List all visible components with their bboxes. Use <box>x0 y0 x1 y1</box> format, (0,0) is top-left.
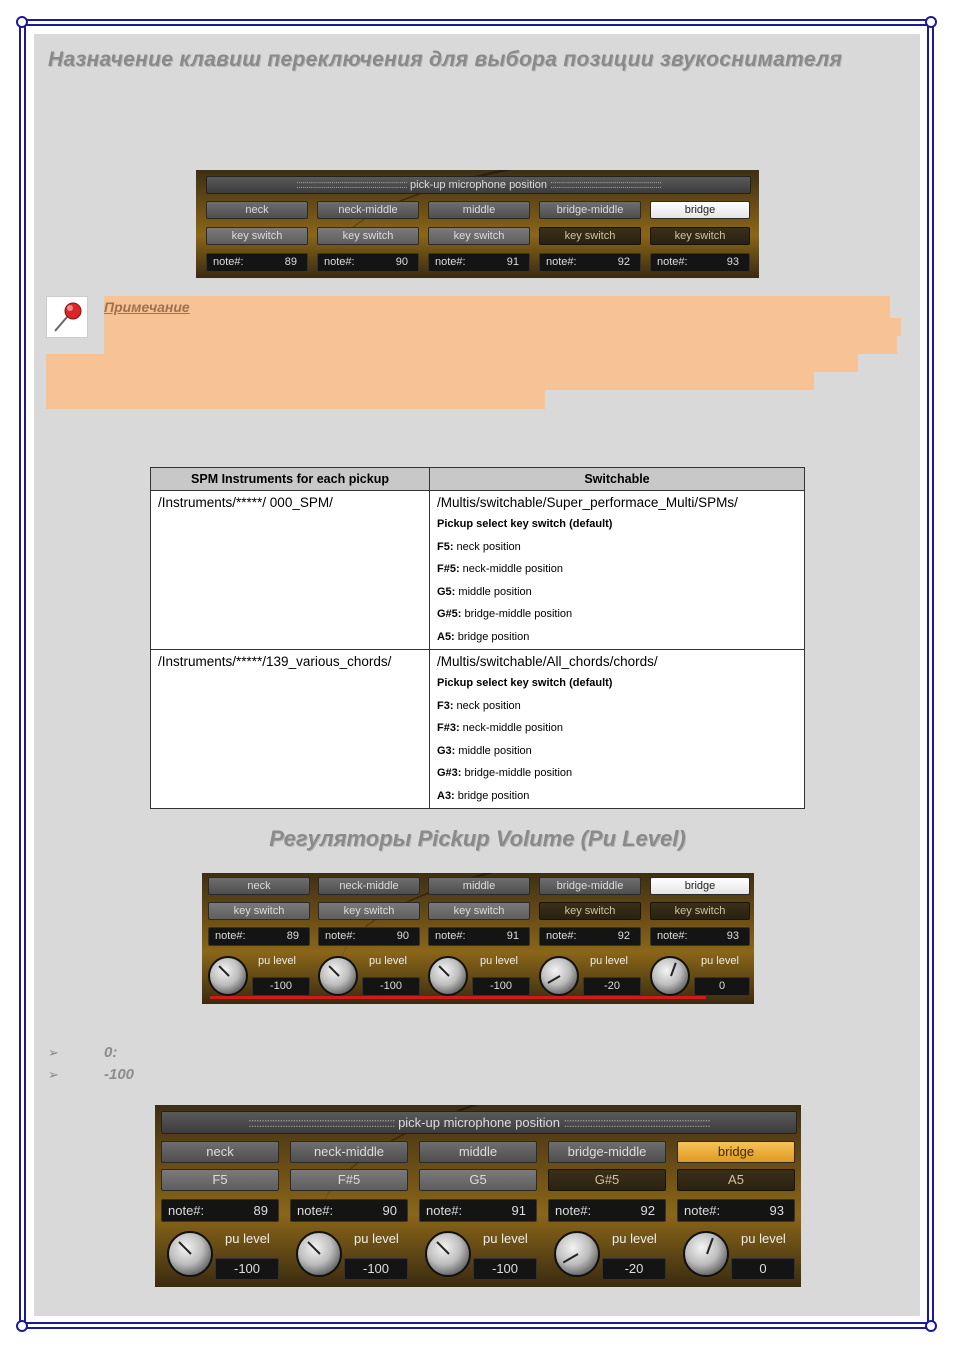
pu-level-label: pu level <box>612 1231 657 1246</box>
pickup-button-neck-middle[interactable]: neck-middle <box>290 1141 408 1163</box>
note-number-field[interactable]: note#: 93 <box>650 927 750 946</box>
multi-path: /Multis/switchable/Super_performace_Multi/SPMs/ <box>437 495 738 510</box>
key-name-field[interactable]: F5 <box>161 1169 279 1191</box>
pu-level-label: pu level <box>590 955 628 967</box>
pu-level-value[interactable]: -20 <box>602 1258 666 1280</box>
pu-level-knob[interactable] <box>554 1231 600 1277</box>
pu-level-value[interactable]: 0 <box>694 977 750 996</box>
pickup-button-neck[interactable]: neck <box>208 877 310 895</box>
table-row <box>151 650 805 809</box>
table-row <box>151 491 805 650</box>
key-switch-button[interactable]: key switch <box>650 227 750 245</box>
key-switch-button[interactable]: key switch <box>428 902 530 920</box>
pickup-button-middle[interactable]: middle <box>428 877 530 895</box>
instrument-path: /Instruments/*****/ 000_SPM/ <box>151 491 430 650</box>
note-number-field[interactable]: note#: 89 <box>161 1199 279 1222</box>
instrument-path: /Instruments/*****/139_various_chords/ <box>151 650 430 809</box>
note-number-field[interactable]: note#: 90 <box>317 253 419 272</box>
note-title: Примечание <box>104 299 190 315</box>
note-number-field[interactable]: note#: 90 <box>290 1199 408 1222</box>
list-item: F5: neck position <box>437 540 521 553</box>
note-number-field[interactable]: note#: 91 <box>419 1199 537 1222</box>
key-name-field[interactable]: G#5 <box>548 1169 666 1191</box>
frame-corner-icon <box>16 16 28 28</box>
key-name-field[interactable]: F#5 <box>290 1169 408 1191</box>
pickup-button-neck[interactable]: neck <box>206 201 308 219</box>
pu-level-value[interactable]: -100 <box>472 977 530 996</box>
pu-level-value[interactable]: -100 <box>362 977 420 996</box>
pickup-button-bridge-middle[interactable]: bridge-middle <box>548 1141 666 1163</box>
pickup-button-neck-middle[interactable]: neck-middle <box>317 201 419 219</box>
pu-level-value[interactable]: -100 <box>344 1258 408 1280</box>
bullet-icon: ➢ <box>48 1067 59 1082</box>
key-switch-button[interactable]: key switch <box>650 902 750 920</box>
panel-titlebar: :::::::::::::::::::::::::::::::::::::::::::::::::::::::: pick-up microphone position :::::::::::::::::::::::::::::::::::::::::::::::::::::::: <box>161 1111 797 1134</box>
table-header-instruments: SPM Instruments for each pickup <box>151 468 430 491</box>
pickup-panel-2 <box>202 873 754 1004</box>
pickup-button-bridge-middle[interactable]: bridge-middle <box>539 201 641 219</box>
list-item: A5: bridge position <box>437 630 530 643</box>
list-item: F3: neck position <box>437 699 521 712</box>
pu-level-knob[interactable] <box>318 956 358 996</box>
pickup-button-bridge[interactable]: bridge <box>650 877 750 895</box>
key-switch-button[interactable]: key switch <box>318 902 420 920</box>
pu-level-knob[interactable] <box>208 956 248 996</box>
list-item: A3: bridge position <box>437 789 530 802</box>
note-text-highlight <box>104 318 901 336</box>
list-item: G5: middle position <box>437 585 532 598</box>
pickup-button-bridge[interactable]: bridge <box>677 1141 795 1163</box>
note-number-field[interactable]: note#: 91 <box>428 253 530 272</box>
pu-level-label: pu level <box>258 955 296 967</box>
pu-level-label: pu level <box>741 1231 786 1246</box>
note-number-field[interactable]: note#: 93 <box>677 1199 795 1222</box>
panel-titlebar: :::::::::::::::::::::::::::::::::::::::::::::::::::::: pick-up microphone position :::::::::::::::::::::::::::::::::::::::::::::::::::::: <box>206 176 751 194</box>
note-number-field[interactable]: note#: 92 <box>539 253 641 272</box>
list-item: F#3: neck-middle position <box>437 722 563 734</box>
switchable-cell <box>430 650 805 809</box>
key-switch-button[interactable]: key switch <box>206 227 308 245</box>
note-number-field[interactable]: note#: 93 <box>650 253 750 272</box>
pu-level-value[interactable]: -100 <box>252 977 310 996</box>
note-text-highlight <box>46 372 814 390</box>
pu-level-label: pu level <box>225 1231 270 1246</box>
frame-corner-icon <box>925 1320 937 1332</box>
pu-level-knob[interactable] <box>296 1231 342 1277</box>
pu-level-knob[interactable] <box>683 1231 729 1277</box>
pu-level-label: pu level <box>369 955 407 967</box>
list-item: G3: middle position <box>437 744 532 757</box>
pickup-button-middle[interactable]: middle <box>419 1141 537 1163</box>
key-switch-subtitle: Pickup select key switch (default) <box>437 518 613 530</box>
note-text-highlight <box>46 354 858 372</box>
note-number-field[interactable]: note#: 92 <box>548 1199 666 1222</box>
panel-title: pick-up microphone position <box>398 1115 560 1130</box>
key-switch-button[interactable]: key switch <box>539 902 641 920</box>
list-item: G#3: bridge-middle position <box>437 767 573 779</box>
frame-corner-icon <box>16 1320 28 1332</box>
table-header-switchable: Switchable <box>430 468 805 491</box>
table-header-row <box>151 468 805 491</box>
list-item: G#5: bridge-middle position <box>437 608 573 620</box>
pu-level-knob[interactable] <box>167 1231 213 1277</box>
section-heading: Регуляторы Pickup Volume (Pu Level) <box>269 826 686 851</box>
pu-level-value[interactable]: 0 <box>731 1258 795 1280</box>
section-heading: Назначение клавиш переключения для выбора позиции звукоснимателя <box>48 48 843 71</box>
bullet-value: 0: <box>104 1044 118 1061</box>
key-name-field[interactable]: A5 <box>677 1169 795 1191</box>
pickup-button-neck[interactable]: neck <box>161 1141 279 1163</box>
pickup-panel-1 <box>196 170 759 278</box>
note-number-field[interactable]: note#: 90 <box>318 927 420 946</box>
pu-level-label: pu level <box>483 1231 528 1246</box>
pu-level-knob[interactable] <box>650 956 690 996</box>
frame-corner-icon <box>925 16 937 28</box>
pu-level-label: pu level <box>480 955 518 967</box>
key-switch-button[interactable]: key switch <box>539 227 641 245</box>
switchable-cell <box>430 491 805 650</box>
pickup-button-bridge-middle[interactable]: bridge-middle <box>539 877 641 895</box>
key-switch-button[interactable]: key switch <box>208 902 310 920</box>
list-item: F#5: neck-middle position <box>437 563 563 575</box>
red-underline <box>210 996 706 999</box>
note-number-field[interactable]: note#: 92 <box>539 927 641 946</box>
pushpin-icon <box>46 296 88 338</box>
key-name-field[interactable]: G5 <box>419 1169 537 1191</box>
bullet-value: -100 <box>104 1066 135 1083</box>
pu-level-knob[interactable] <box>425 1231 471 1277</box>
key-switch-button[interactable]: key switch <box>317 227 419 245</box>
note-number-field[interactable]: note#: 91 <box>428 927 530 946</box>
key-switch-button[interactable]: key switch <box>428 227 530 245</box>
key-switch-subtitle: Pickup select key switch (default) <box>437 677 613 689</box>
pickup-button-neck-middle[interactable]: neck-middle <box>318 877 420 895</box>
pu-level-knob[interactable] <box>428 956 468 996</box>
pu-level-label: pu level <box>354 1231 399 1246</box>
pickup-button-middle[interactable]: middle <box>428 201 530 219</box>
pu-level-value[interactable]: -20 <box>583 977 641 996</box>
pu-level-value[interactable]: -100 <box>215 1258 279 1280</box>
pu-level-label: pu level <box>701 955 739 967</box>
multi-path: /Multis/switchable/All_chords/chords/ <box>437 654 658 669</box>
pickup-panel-3 <box>155 1105 801 1287</box>
note-number-field[interactable]: note#: 89 <box>206 253 308 272</box>
note-text-highlight <box>104 296 890 318</box>
note-text-highlight <box>104 336 897 354</box>
panel-title: pick-up microphone position <box>410 179 547 191</box>
bullet-icon: ➢ <box>48 1045 59 1060</box>
note-number-field[interactable]: note#: 89 <box>208 927 310 946</box>
pushpin-icon-svg <box>47 297 87 337</box>
pickup-button-bridge[interactable]: bridge <box>650 201 750 219</box>
pu-level-value[interactable]: -100 <box>473 1258 537 1280</box>
spm-instruments-table <box>150 467 805 809</box>
pu-level-knob[interactable] <box>539 956 579 996</box>
note-text-highlight <box>46 390 545 409</box>
